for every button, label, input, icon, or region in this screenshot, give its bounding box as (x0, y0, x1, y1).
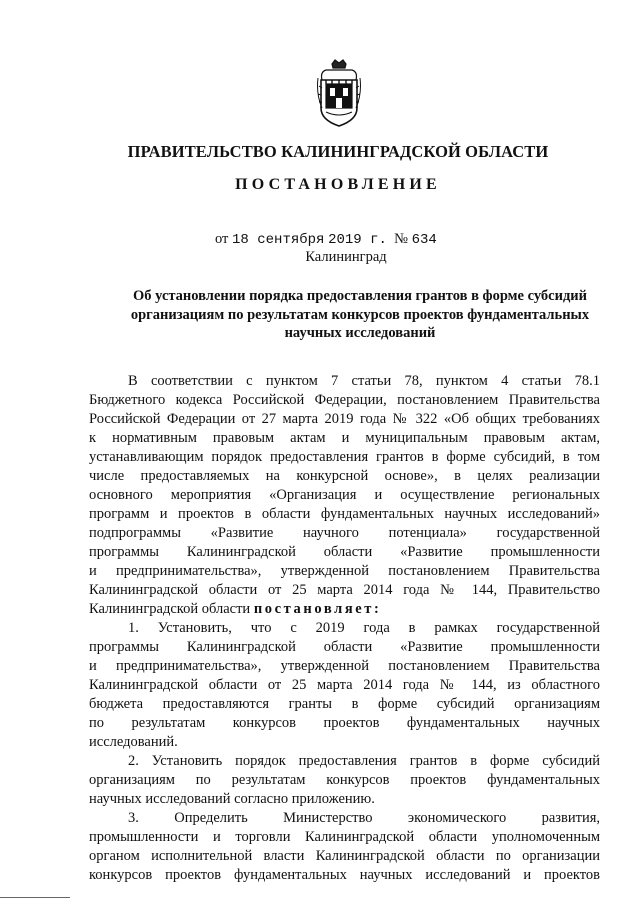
document-type-title: ПОСТАНОВЛЕНИЕ (235, 176, 441, 193)
document-body (89, 372, 600, 885)
city: Калининград (305, 249, 387, 265)
date-number-line (215, 231, 437, 248)
body-line: 2. Установить порядок предоставления грантов в форме субсидий (128, 753, 600, 769)
body-line: программы Калининградской области «Развитие промышленности (89, 639, 600, 655)
body-line: и предпринимательства», утвержденной постановлением Правительства (89, 658, 600, 674)
number-prefix: № (394, 231, 408, 247)
body-line: бюджета предоставляются гранты в форме субсидий организациям (89, 696, 600, 712)
subject-line: организациям по результатам конкурсов проектов фундаментальных (130, 306, 590, 323)
body-line: по результатам конкурсов проектов фундаментальных научных (89, 715, 600, 731)
coat-of-arms-emblem (316, 58, 362, 128)
page-edge-rule (0, 897, 70, 898)
resolves-keyword: постановляет: (253, 601, 382, 617)
body-line: Калининградской области от 25 марта 2014 года № 144, Правительство (89, 582, 600, 598)
body-line: Бюджетного кодекса Российской Федерации, постановлением Правительства (89, 392, 600, 408)
subject-line: научных исследований (284, 325, 436, 341)
body-line: числе предоставляемых на конкурсной основе», в целях реализации (89, 468, 600, 484)
body-line: подпрограммы «Развитие научного потенциала» государственной (89, 525, 600, 541)
body-line-text: Калининградской области (89, 601, 251, 617)
body-line: программ и проектов в области фундаментальных научных исследований» (89, 506, 600, 522)
body-line: промышленности и торговли Калининградской области уполномоченным (89, 829, 600, 845)
body-line: конкурсов проектов фундаментальных научных исследований и проектов (89, 867, 600, 883)
body-line: научных исследований согласно приложению. (89, 791, 375, 807)
body-line: исследований. (89, 734, 178, 750)
body-line: В соответствии с пунктом 7 статьи 78, пунктом 4 статьи 78.1 (128, 373, 600, 389)
subject-line: Об установлении порядка предоставления грантов в форме субсидий (132, 288, 587, 304)
body-line: 3. Определить Министерство экономического развития, (128, 810, 600, 826)
body-line: организациям по результатам конкурсов проектов фундаментальных (89, 772, 600, 788)
document-subject (100, 287, 620, 343)
body-line: основного мероприятия «Организация и осуществление региональных (89, 487, 600, 503)
document-number: 634 (411, 232, 437, 248)
body-line: программы Калининградской области «Развитие промышленности (89, 544, 600, 560)
body-line: Российской Федерации от 27 марта 2019 года № 322 «Об общих требованиях (89, 411, 600, 427)
year-value: 2019 г. (328, 232, 387, 248)
date-prefix: от (215, 231, 229, 247)
body-line: к нормативным правовым актам и муниципальным правовым актам, (89, 430, 600, 446)
body-line: устанавливающим порядок предоставления грантов в форме субсидий, в том (89, 449, 600, 465)
government-title: ПРАВИТЕЛЬСТВО КАЛИНИНГРАДСКОЙ ОБЛАСТИ (127, 142, 549, 161)
date-value: 18 сентября (232, 232, 325, 248)
body-line: органом исполнительной власти Калининградской области по организации (89, 848, 600, 864)
body-line (89, 600, 600, 619)
body-line: Калининградской области от 25 марта 2014 года № 144, из областного (89, 677, 600, 693)
body-line: и предпринимательства», утвержденной постановлением Правительства (89, 563, 600, 579)
body-line: 1. Установить, что с 2019 года в рамках государственной (128, 620, 600, 636)
